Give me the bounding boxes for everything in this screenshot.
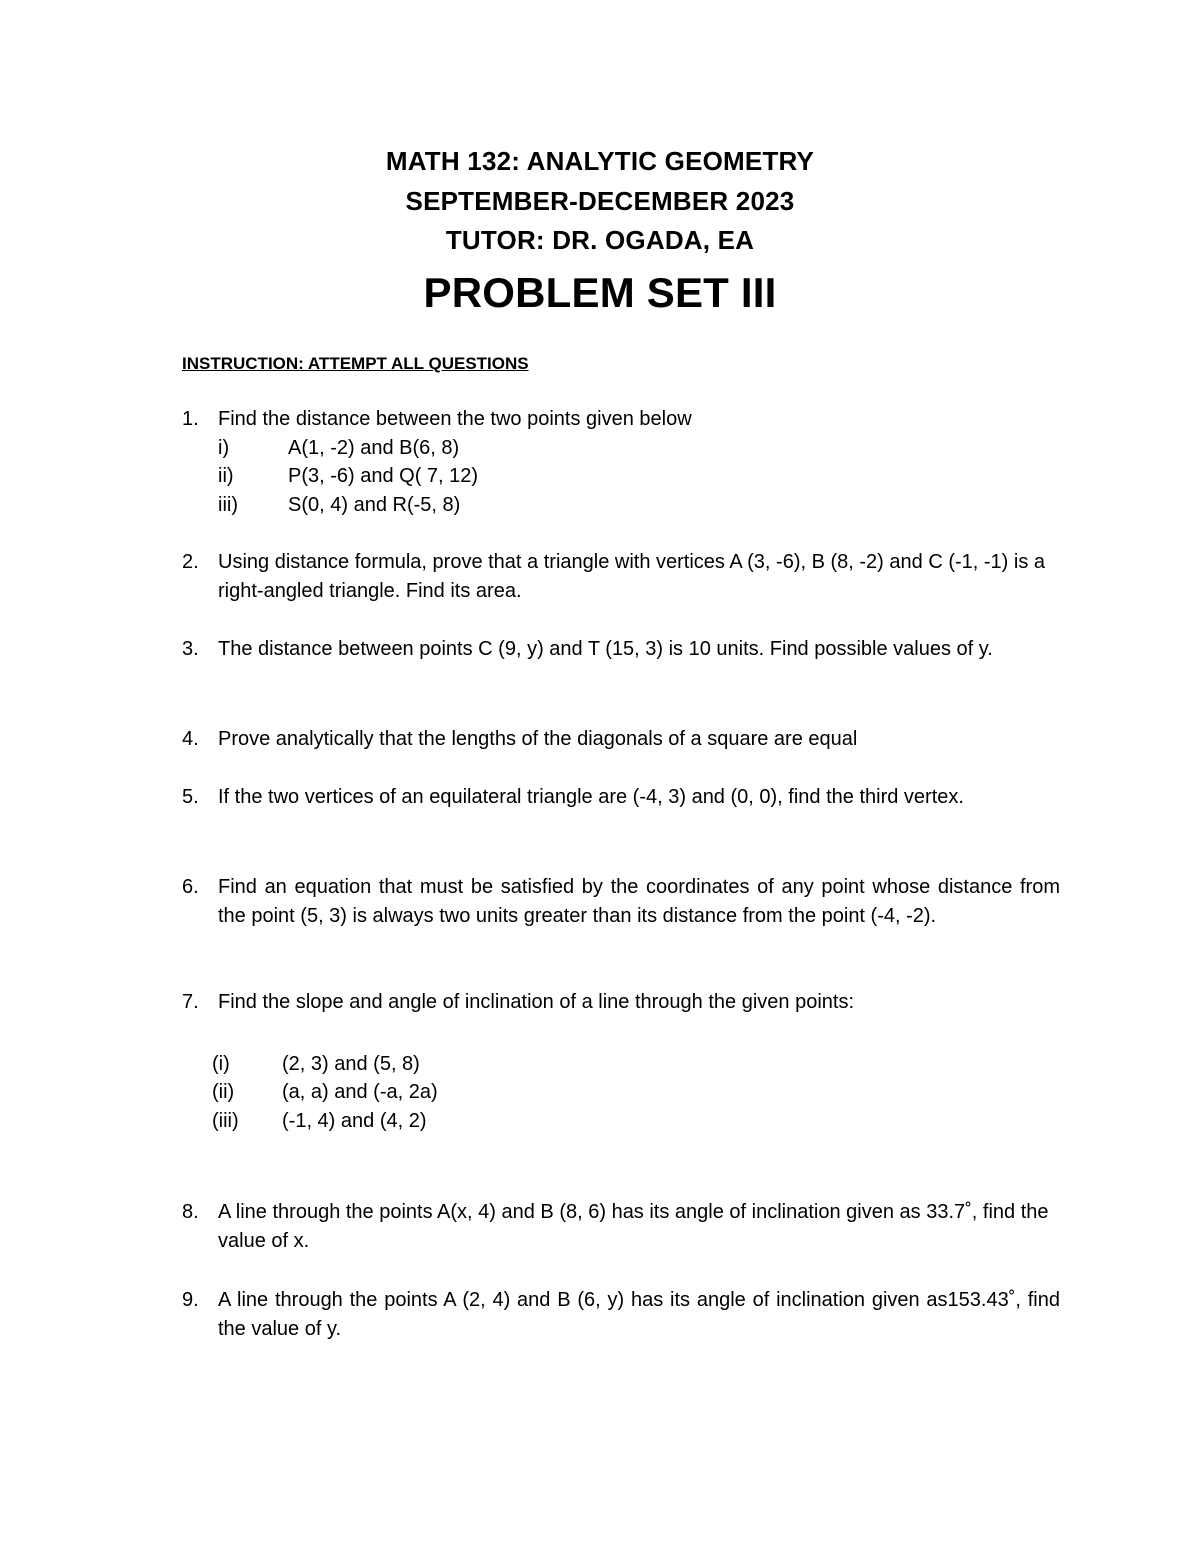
question-number: 6.: [182, 876, 199, 898]
part-text: (-1, 4) and (4, 2): [282, 1110, 427, 1132]
question-9: [182, 1286, 1060, 1344]
question-text: A line through the points A(x, 4) and B (8, 6) has its angle of inclination given as 33.7˚, find the value of x.: [218, 1201, 1049, 1252]
question-number: 3.: [182, 638, 199, 660]
part-text: (2, 3) and (5, 8): [282, 1053, 420, 1075]
question-7: [182, 988, 1060, 1017]
part-label: i): [218, 437, 230, 459]
part-text: P(3, -6) and Q( 7, 12): [288, 465, 479, 487]
question-5: [182, 783, 1060, 812]
term-line: SEPTEMBER-DECEMBER 2023: [405, 186, 795, 216]
instruction-line: INSTRUCTION: ATTEMPT ALL QUESTIONS: [182, 354, 529, 373]
part-label: iii): [218, 494, 238, 516]
part-label: (i): [212, 1053, 230, 1075]
part-text: S(0, 4) and R(-5, 8): [288, 494, 461, 516]
question-3: [182, 635, 1060, 664]
question-8: [182, 1198, 1060, 1256]
question-2: [182, 548, 1060, 606]
question-1: [182, 405, 1060, 434]
question-text: Find an equation that must be satisfied by the coordinates of any point whose distance from the point (5, 3) is always two units greater than its distance from the point (-4, -2).: [218, 876, 1060, 927]
question-number: 8.: [182, 1201, 199, 1223]
part-text: (a, a) and (-a, 2a): [282, 1081, 438, 1103]
question-number: 5.: [182, 786, 199, 808]
part-label: ii): [218, 465, 234, 487]
question-number: 7.: [182, 991, 199, 1013]
part-label: (iii): [212, 1110, 239, 1132]
question-text: The distance between points C (9, y) and T (15, 3) is 10 units. Find possible values of y.: [218, 638, 993, 660]
question-6: [182, 873, 1060, 931]
question-text: Prove analytically that the lengths of the diagonals of a square are equal: [218, 728, 858, 750]
question-4: [182, 725, 1060, 754]
question-text: A line through the points A (2, 4) and B (6, y) has its angle of inclination given as153.43˚, find the value of y.: [218, 1289, 1060, 1340]
question-text: Find the distance between the two points given below: [218, 408, 692, 430]
tutor-line: TUTOR: DR. OGADA, EA: [445, 225, 755, 255]
question-number: 4.: [182, 728, 199, 750]
part-text: A(1, -2) and B(6, 8): [288, 437, 460, 459]
question-text: Find the slope and angle of inclination of a line through the given points:: [218, 991, 854, 1013]
question-text: Using distance formula, prove that a triangle with vertices A (3, -6), B (8, -2) and C (-1, -1) is a right-angled triangle. Find its area.: [218, 551, 1046, 602]
question-number: 2.: [182, 551, 199, 573]
question-number: 1.: [182, 408, 199, 430]
course-title: MATH 132: ANALYTIC GEOMETRY: [385, 146, 815, 176]
question-text: If the two vertices of an equilateral triangle are (-4, 3) and (0, 0), find the third vertex.: [218, 786, 964, 808]
part-label: (ii): [212, 1081, 235, 1103]
question-number: 9.: [182, 1289, 199, 1311]
page-title: PROBLEM SET III: [423, 269, 777, 316]
